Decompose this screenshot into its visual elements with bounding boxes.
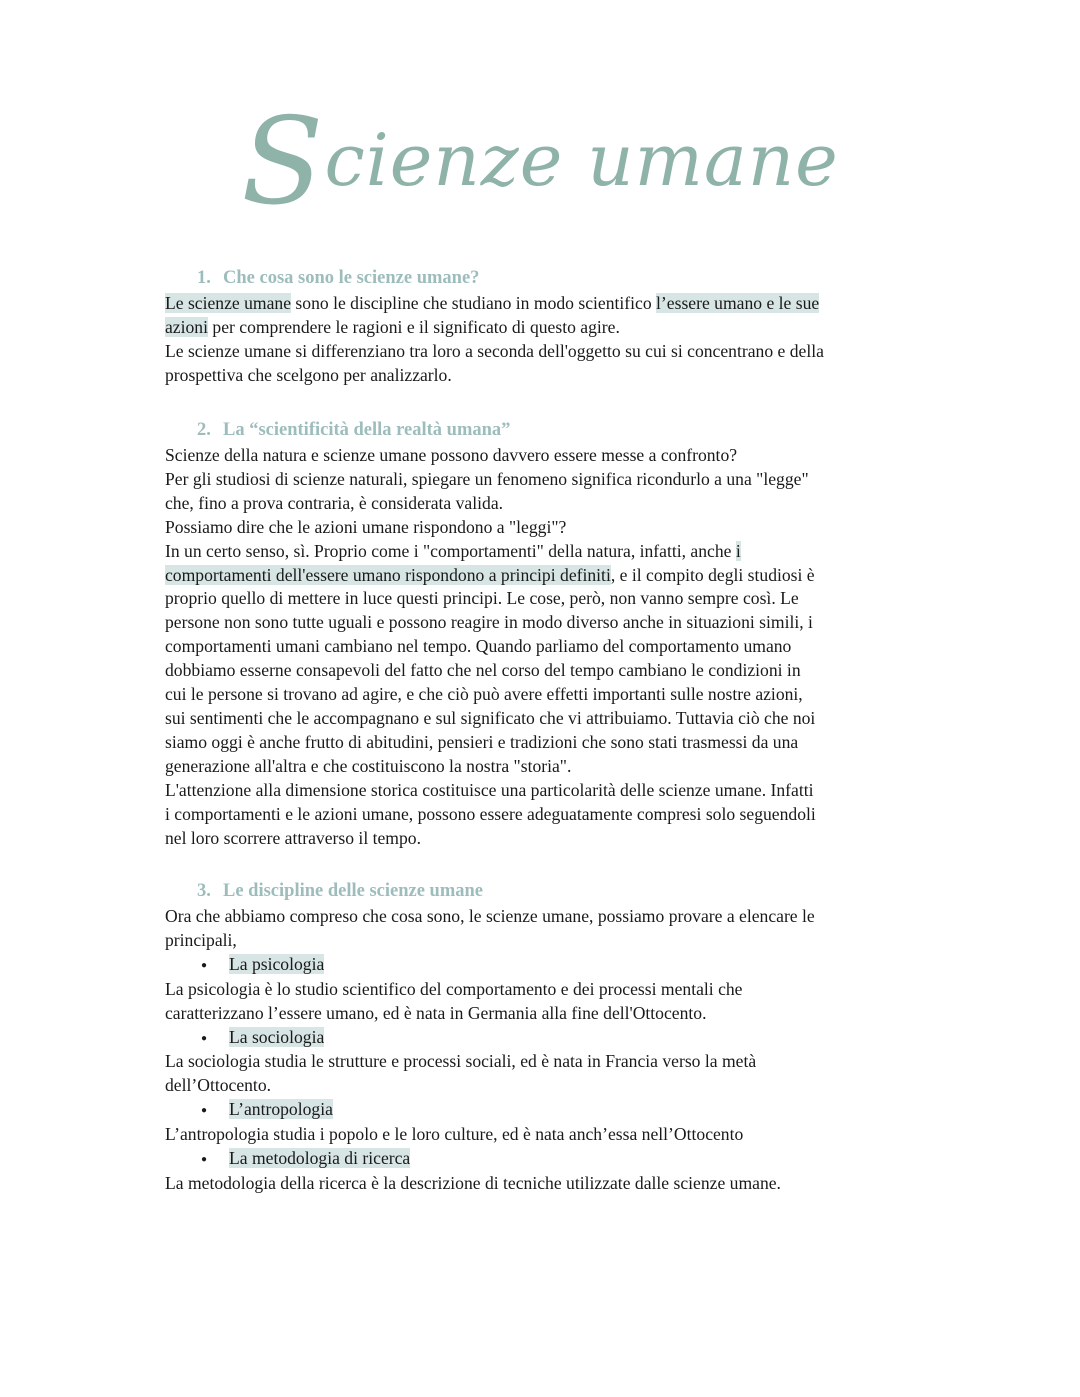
text-segment: Scienze della natura e scienze umane possono davvero essere messe a confronto? xyxy=(165,445,738,465)
text-line xyxy=(165,444,925,468)
text-line xyxy=(165,1050,925,1074)
highlighted-text: azioni xyxy=(165,316,208,337)
section-scientificity xyxy=(165,416,925,850)
text-segment: sono le discipline che studiano in modo scientifico xyxy=(291,293,657,313)
document-title xyxy=(0,93,1080,232)
text-segment: cui le persone si trovano ad agire, e che ciò può avere effetti importanti sulle nostre azioni, xyxy=(165,684,803,705)
text-segment: Per gli studiosi di scienze naturali, spiegare un fenomeno significa ricondurlo a una "legge" xyxy=(165,468,809,489)
text-line xyxy=(165,1123,925,1147)
heading-text: La “scientificità della realtà umana” xyxy=(223,420,511,440)
highlighted-text: i xyxy=(735,540,741,561)
section-heading xyxy=(197,416,925,444)
text-line xyxy=(165,1172,925,1196)
text-line xyxy=(165,659,925,683)
text-line xyxy=(165,516,925,540)
text-segment: prospettiva che scelgono per analizzarlo. xyxy=(165,364,452,385)
highlighted-text: L’antropologia xyxy=(229,1099,333,1120)
text-line xyxy=(165,731,925,755)
highlighted-text: l’essere umano e le sue xyxy=(656,293,820,313)
highlighted-text: Le scienze umane xyxy=(165,293,292,313)
list-item xyxy=(165,1147,925,1172)
section-body xyxy=(165,444,925,850)
text-line xyxy=(165,611,925,635)
text-line xyxy=(165,587,925,611)
text-line xyxy=(165,978,925,1002)
heading-text: Le discipline delle scienze umane xyxy=(223,881,484,901)
text-line xyxy=(165,492,925,516)
text-line xyxy=(165,929,925,953)
text-line xyxy=(165,1074,925,1098)
text-segment: persone non sono tutte uguali e possono reagire in modo diverso anche in situazioni simili, i xyxy=(165,612,813,633)
text-segment: sui sentimenti che le accompagnano e sul significato che vi attribuiamo. Tuttavia ciò che noi xyxy=(165,707,816,728)
highlighted-text: comportamenti dell'essere umano rispondono a principi definiti xyxy=(165,564,611,585)
text-segment: Possiamo dire che le azioni umane rispondono a "leggi"? xyxy=(165,516,567,537)
text-segment: per comprendere le ragioni e il significato di questo agire. xyxy=(208,316,620,337)
bullet-icon: ● xyxy=(201,1154,208,1166)
text-line xyxy=(165,1002,925,1026)
text-segment: caratterizzano l’essere umano, ed è nata in Germania alla fine dell'Ottocento. xyxy=(165,1002,707,1023)
text-segment: La sociologia studia le strutture e processi sociali, ed è nata in Francia verso la metà xyxy=(165,1051,757,1072)
text-segment: Ora che abbiamo compreso che cosa sono, le scienze umane, possiamo provare a elencare le xyxy=(165,906,815,926)
section-heading xyxy=(197,877,925,905)
text-segment: dobbiamo esserne consapevoli del fatto che nel corso del tempo cambiano le condizioni in xyxy=(165,660,801,681)
text-line xyxy=(165,340,925,364)
text-line xyxy=(165,292,925,316)
heading-number: 2. xyxy=(197,420,211,440)
text-line xyxy=(165,468,925,492)
text-segment: i comportamenti e le azioni umane, possono essere adeguatamente compresi solo seguendoli xyxy=(165,803,816,824)
text-segment: , e il compito degli studiosi è xyxy=(610,564,815,585)
text-segment: siamo oggi è anche frutto di abitudini, pensieri e tradizioni che sono stati trasmessi da una xyxy=(165,731,799,752)
text-line xyxy=(165,364,925,388)
text-segment: proprio quello di mettere in luce questi principi. Le cose, però, non vanno sempre così. Le xyxy=(165,588,799,609)
section-disciplines xyxy=(165,877,925,1196)
text-line xyxy=(165,635,925,659)
heading-text: Che cosa sono le scienze umane? xyxy=(223,268,480,288)
text-segment: La psicologia è lo studio scientifico del comportamento e dei processi mentali che xyxy=(165,978,743,999)
text-line xyxy=(165,779,925,803)
text-segment: principali, xyxy=(165,929,237,950)
list-item xyxy=(165,953,925,978)
text-segment: dell’Ottocento. xyxy=(165,1075,272,1096)
list-item xyxy=(165,1098,925,1123)
bullet-icon: ● xyxy=(201,1105,208,1117)
text-line xyxy=(165,755,925,779)
bullet-icon: ● xyxy=(201,1032,208,1044)
title-initial: S xyxy=(241,93,325,232)
highlighted-text: La metodologia di ricerca xyxy=(229,1148,411,1169)
section-what-are-human-sciences xyxy=(165,264,925,388)
text-line xyxy=(165,564,925,588)
section-body xyxy=(165,292,925,388)
text-segment: La metodologia della ricerca è la descrizione di tecniche utilizzate dalle scienze umane. xyxy=(165,1172,781,1193)
text-segment: generazione all'altra e che costituiscono la nostra "storia". xyxy=(165,755,572,776)
text-segment: In un certo senso, sì. Proprio come i "comportamenti" della natura, infatti, anche xyxy=(165,540,736,561)
text-segment: che, fino a prova contraria, è considerata valida. xyxy=(165,492,504,513)
heading-number: 1. xyxy=(197,268,211,288)
text-line xyxy=(165,707,925,731)
text-segment: comportamenti umani cambiano nel tempo. Quando parliamo del comportamento umano xyxy=(165,636,792,657)
highlighted-text: La sociologia xyxy=(229,1026,325,1047)
text-segment: Le scienze umane si differenziano tra loro a seconda dell'oggetto su cui si concentrano e della xyxy=(165,340,824,361)
text-line xyxy=(165,827,925,851)
text-line xyxy=(165,540,925,564)
title-rest: cienze umane xyxy=(324,118,839,202)
section-body xyxy=(165,905,925,1196)
heading-number: 3. xyxy=(197,881,211,901)
text-line xyxy=(165,803,925,827)
text-line xyxy=(165,905,925,929)
text-line xyxy=(165,316,925,340)
text-segment: nel loro scorrere attraverso il tempo. xyxy=(165,827,421,848)
section-heading xyxy=(197,264,925,292)
list-item xyxy=(165,1026,925,1051)
text-segment: L’antropologia studia i popolo e le loro culture, ed è nata anch’essa nell’Ottocento xyxy=(165,1124,744,1145)
text-line xyxy=(165,683,925,707)
text-segment: L'attenzione alla dimensione storica costituisce una particolarità delle scienze umane. Infatti xyxy=(165,779,814,800)
bullet-icon: ● xyxy=(201,959,208,971)
highlighted-text: La psicologia xyxy=(229,953,325,974)
